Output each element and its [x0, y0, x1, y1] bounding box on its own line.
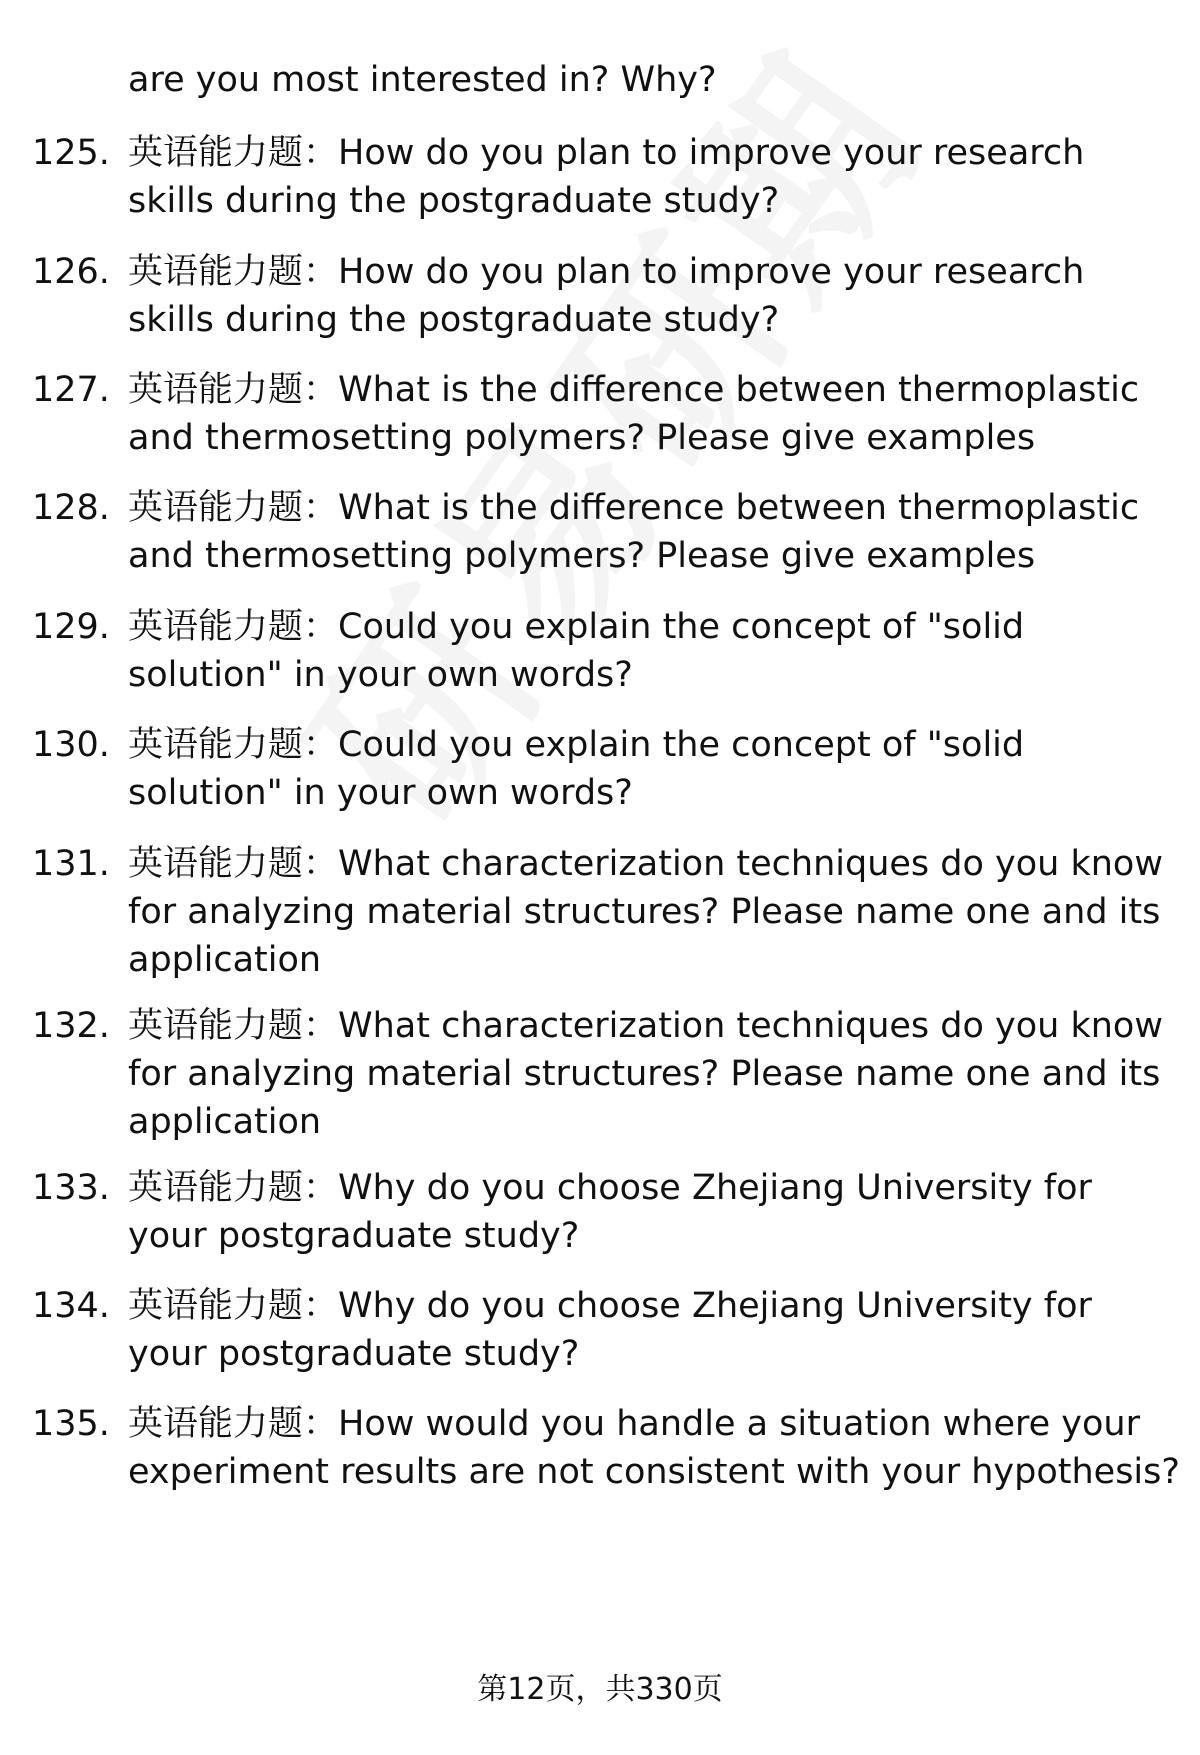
question-line: and thermosetting polymers? Please give examples	[128, 418, 1036, 458]
question-line: application	[128, 940, 322, 980]
question-number: 129.	[32, 607, 110, 647]
question-text	[128, 1164, 1168, 1260]
question-line: 英语能力题：What characterization techniques do you know	[128, 844, 1163, 884]
question-text	[128, 484, 1168, 580]
question-line: solution" in your own words?	[128, 655, 633, 695]
question-number: 130.	[32, 725, 110, 765]
question-number: 134.	[32, 1286, 110, 1326]
question-number: 127.	[32, 370, 110, 410]
question-text	[128, 603, 1168, 699]
question-line: 英语能力题：How do you plan to improve your research	[128, 252, 1085, 292]
question-line: 英语能力题：Could you explain the concept of "solid	[128, 607, 1025, 647]
question-line: 英语能力题：How do you plan to improve your research	[128, 133, 1085, 173]
question-text	[128, 1282, 1168, 1378]
question-text	[128, 129, 1168, 225]
question-line: 英语能力题：What characterization techniques do you know	[128, 1006, 1163, 1046]
question-line: skills during the postgraduate study?	[128, 181, 780, 221]
question-line: 英语能力题：What is the difference between thermoplastic	[128, 488, 1140, 528]
question-line: for analyzing material structures? Please name one and its	[128, 892, 1161, 932]
question-line: are you most interested in? Why?	[128, 60, 717, 100]
question-number: 135.	[32, 1404, 110, 1444]
question-line: 英语能力题：How would you handle a situation where your	[128, 1404, 1140, 1444]
question-line: 英语能力题：Why do you choose Zhejiang University for	[128, 1168, 1092, 1208]
question-number: 128.	[32, 488, 110, 528]
question-number: 126.	[32, 252, 110, 292]
question-line: experiment results are not consistent with your hypothesis?	[128, 1452, 1180, 1492]
question-text	[128, 721, 1168, 817]
question-number: 132.	[32, 1006, 110, 1046]
question-text	[128, 366, 1168, 462]
question-line: 英语能力题：What is the difference between thermoplastic	[128, 370, 1140, 410]
question-line: for analyzing material structures? Please name one and its	[128, 1054, 1161, 1094]
question-text	[128, 1400, 1180, 1496]
question-number: 125.	[32, 133, 110, 173]
page-footer: 第12页，共330页	[477, 1672, 723, 1707]
question-text	[128, 840, 1168, 984]
question-line: solution" in your own words?	[128, 773, 633, 813]
question-line: skills during the postgraduate study?	[128, 300, 780, 340]
question-line: your postgraduate study?	[128, 1334, 580, 1374]
question-text	[128, 1002, 1168, 1146]
question-line: application	[128, 1102, 322, 1142]
question-line: 英语能力题：Could you explain the concept of "solid	[128, 725, 1025, 765]
question-number: 133.	[32, 1168, 110, 1208]
question-line: and thermosetting polymers? Please give examples	[128, 536, 1036, 576]
question-line: 英语能力题：Why do you choose Zhejiang University for	[128, 1286, 1092, 1326]
question-line: your postgraduate study?	[128, 1216, 580, 1256]
question-text	[128, 248, 1168, 344]
question-number: 131.	[32, 844, 110, 884]
question-text	[128, 56, 1168, 104]
